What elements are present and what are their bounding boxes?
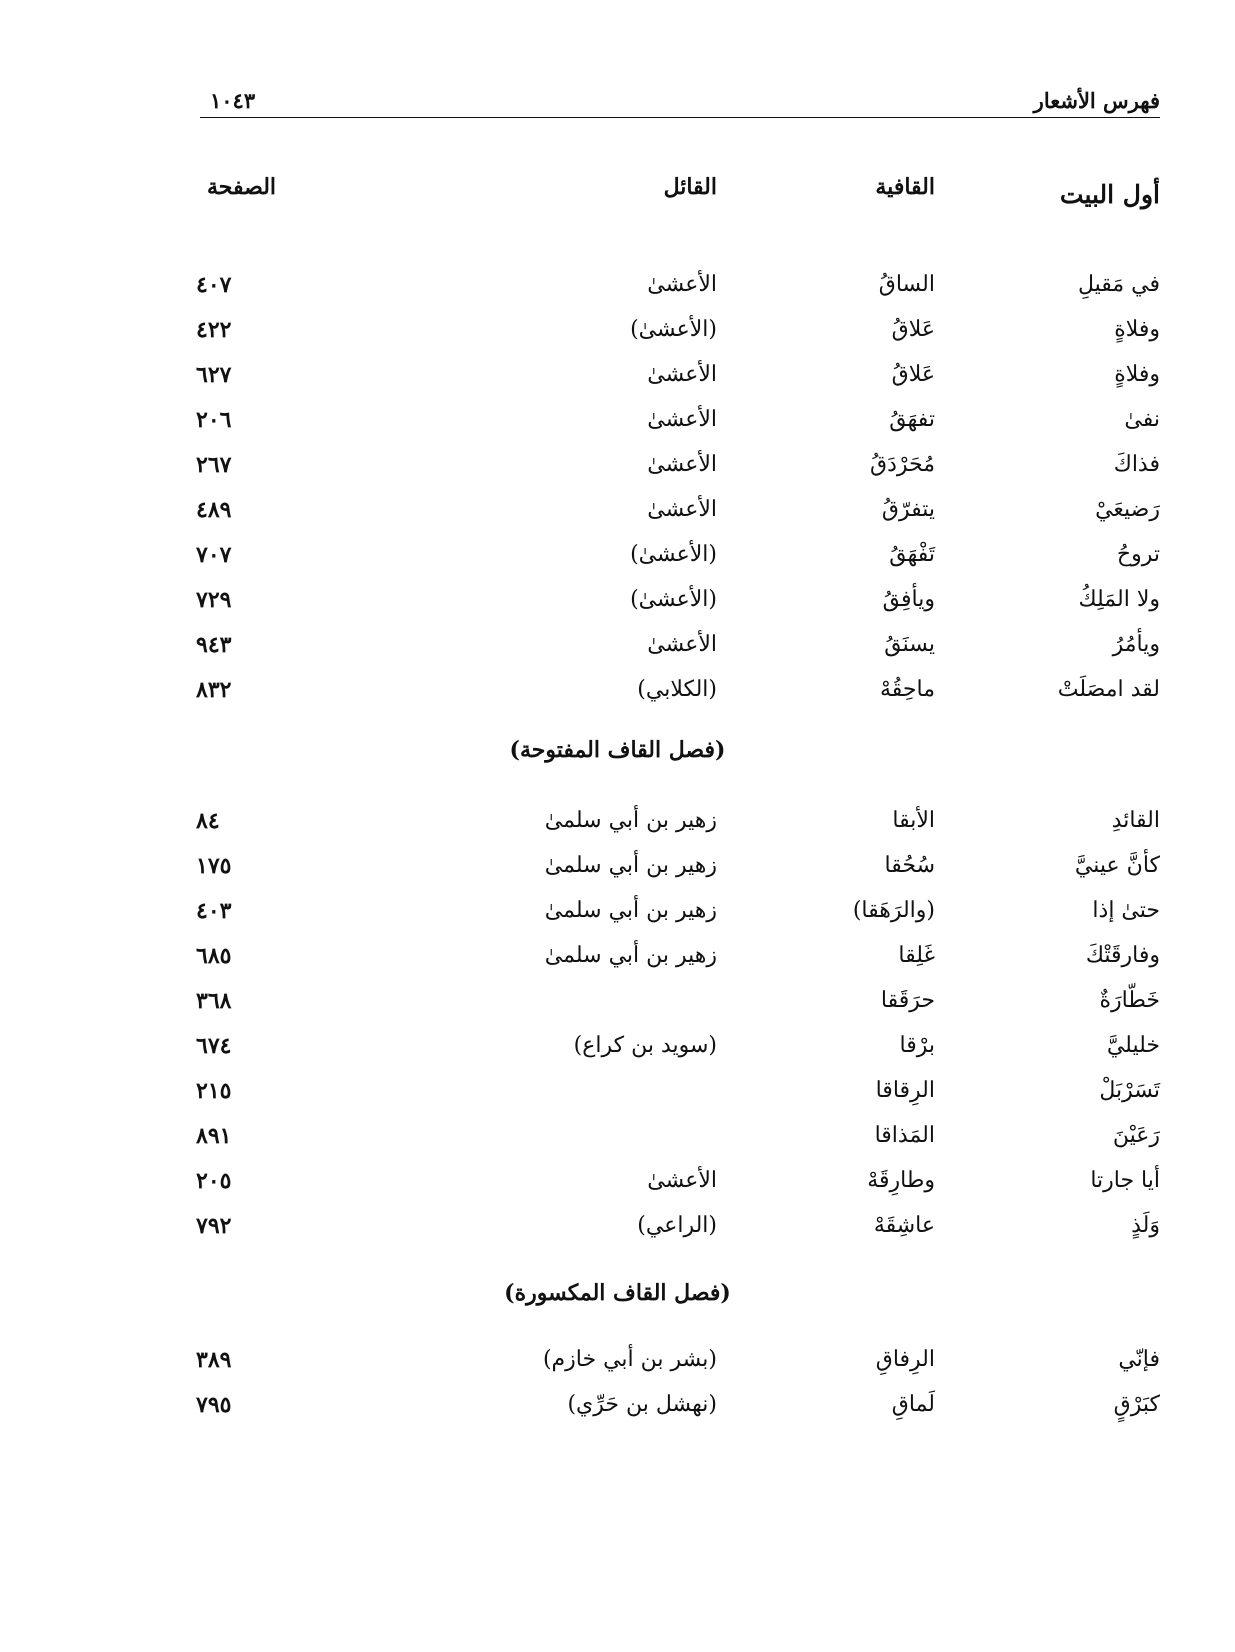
table-row <box>0 487 1235 533</box>
table-row <box>0 532 1235 578</box>
page-ref: ١٧٥ <box>196 853 232 879</box>
verse-start: رَضيعَيْ <box>1095 497 1160 522</box>
rhyme: برْقا <box>899 1033 935 1058</box>
rhyme: يسنَقُ <box>884 632 935 657</box>
rhyme: (والرَهَقا) <box>852 898 935 923</box>
table-row <box>0 1023 1235 1069</box>
page-ref: ٤٠٧ <box>196 272 232 298</box>
table-row <box>0 1337 1235 1383</box>
poet: زهير بن أبي سلمىٰ <box>544 898 717 923</box>
table-row <box>0 1203 1235 1249</box>
page-ref: ٢١٥ <box>196 1078 232 1104</box>
page-ref: ٤٢٢ <box>196 317 232 343</box>
verse-start: خَطّارَةٌ <box>1099 988 1160 1013</box>
verse-start: رَعَيْنَ <box>1112 1123 1160 1148</box>
rhyme: غَلِقا <box>898 943 935 968</box>
table-row <box>0 933 1235 979</box>
rhyme: ماحِقُهْ <box>879 677 935 702</box>
rhyme: المَذاقا <box>874 1123 935 1148</box>
rhyme: لَماقِ <box>891 1392 935 1417</box>
page-number: ١٠٤٣ <box>210 88 256 113</box>
verse-start: أيا جارتا <box>1090 1168 1160 1193</box>
page-ref: ٧٩٢ <box>196 1213 232 1239</box>
rhyme: يتفرّقُ <box>881 497 935 522</box>
running-head <box>200 88 1160 118</box>
running-head-title: فهرس الأشعار <box>1033 88 1160 113</box>
page-ref: ٢٦٧ <box>196 452 232 478</box>
poet: الأعشىٰ <box>647 452 717 477</box>
verse-start: كأنَّ عينيَّ <box>1074 853 1160 878</box>
verse-start: وَلَذٍ <box>1131 1213 1160 1238</box>
rhyme: تفهَقُ <box>889 407 935 432</box>
verse-start: حتىٰ إذا <box>1092 898 1160 923</box>
verse-start: كبَرْقٍ <box>1113 1392 1160 1417</box>
table-row <box>0 843 1235 889</box>
page-ref: ٩٤٣ <box>196 632 232 658</box>
table-row <box>0 397 1235 443</box>
page-ref: ٤٠٣ <box>196 898 232 924</box>
table-row <box>0 888 1235 934</box>
rhyme: الأبقا <box>892 808 935 833</box>
table-row <box>0 667 1235 713</box>
poet: (الأعشىٰ) <box>630 542 717 567</box>
rhyme: وطارِقَهْ <box>867 1168 935 1193</box>
page-ref: ٧٠٧ <box>196 542 232 568</box>
table-row <box>0 978 1235 1024</box>
table-row <box>0 307 1235 353</box>
col-header-poet: القائل <box>663 174 717 200</box>
header-rule <box>200 117 1160 118</box>
verse-start: وفلاةٍ <box>1114 317 1160 342</box>
verse-start: فذاكَ <box>1113 452 1160 477</box>
verse-start: ولا المَلِكُ <box>1078 587 1160 612</box>
verse-start: في مَقيلِ <box>1077 272 1160 297</box>
page-ref: ٦٨٥ <box>196 943 232 969</box>
poet: الأعشىٰ <box>647 632 717 657</box>
table-row <box>0 1158 1235 1204</box>
table-row <box>0 352 1235 398</box>
col-header-page: الصفحة <box>207 174 277 200</box>
poet: (الأعشىٰ) <box>630 587 717 612</box>
poet: (الكلابي) <box>637 677 717 702</box>
poet: (نهشل بن حَرِّي) <box>567 1392 717 1417</box>
column-headers <box>0 164 1235 210</box>
page-ref: ٢٠٦ <box>196 407 232 433</box>
rhyme: الساقُ <box>878 272 935 297</box>
verse-start: تَسَرْبَلْ <box>1099 1078 1160 1103</box>
page-ref: ٨٩١ <box>196 1123 232 1149</box>
poet: الأعشىٰ <box>647 272 717 297</box>
table-row <box>0 1113 1235 1159</box>
table-row <box>0 1382 1235 1428</box>
page-ref: ٣٦٨ <box>196 988 232 1014</box>
page-ref: ٢٠٥ <box>196 1168 232 1194</box>
page-ref: ٦٢٧ <box>196 362 232 388</box>
poet: زهير بن أبي سلمىٰ <box>544 808 717 833</box>
rhyme: الرِقاقا <box>875 1078 935 1103</box>
rhyme: عاشِقَهْ <box>873 1213 935 1238</box>
table-row <box>0 262 1235 308</box>
table-row <box>0 577 1235 623</box>
poet: الأعشىٰ <box>647 497 717 522</box>
page-ref: ٤٨٩ <box>196 497 232 523</box>
col-header-verse-start: أول البيت <box>1059 180 1160 209</box>
poet: الأعشىٰ <box>647 407 717 432</box>
poet: (سويد بن كراع) <box>573 1033 717 1058</box>
verse-start: تروحُ <box>1116 542 1160 567</box>
verse-start: ويأمُرُ <box>1112 632 1160 657</box>
rhyme: سُحُقا <box>884 853 935 878</box>
section-heading: (فصل القاف المكسورة) <box>504 1280 731 1306</box>
table-row <box>0 622 1235 668</box>
verse-start: وفلاةٍ <box>1114 362 1160 387</box>
verse-start: خليليَّ <box>1106 1033 1160 1058</box>
poet: الأعشىٰ <box>647 362 717 387</box>
page-ref: ٧٩٥ <box>196 1392 232 1418</box>
rhyme: عَلاقُ <box>891 362 935 387</box>
verse-start: القائدِ <box>1111 808 1160 833</box>
col-header-rhyme: القافية <box>875 174 935 200</box>
poet: (الراعي) <box>637 1213 717 1238</box>
verse-start: فإنّي <box>1118 1347 1160 1372</box>
rhyme: حرَقَقا <box>880 988 935 1013</box>
section-heading: (فصل القاف المفتوحة) <box>509 737 726 763</box>
table-row <box>0 442 1235 488</box>
verse-start: لقد امصَلَتْ <box>1057 677 1160 702</box>
page-ref: ٦٧٤ <box>196 1033 232 1059</box>
rhyme: تَفْهَقُ <box>889 542 935 567</box>
poet: زهير بن أبي سلمىٰ <box>544 853 717 878</box>
poet: (الأعشىٰ) <box>630 317 717 342</box>
table-row <box>0 1068 1235 1114</box>
page-ref: ٣٨٩ <box>196 1347 232 1373</box>
poet: الأعشىٰ <box>647 1168 717 1193</box>
rhyme: مُحَرْدَقُ <box>870 452 935 477</box>
rhyme: الرِفاقِ <box>875 1347 935 1372</box>
rhyme: ويأفِقُ <box>882 587 935 612</box>
page-ref: ٨٣٢ <box>196 677 232 703</box>
verse-start: وفارقَتْكَ <box>1085 943 1160 968</box>
poet: زهير بن أبي سلمىٰ <box>544 943 717 968</box>
poet: (بشر بن أبي خازم) <box>542 1347 717 1372</box>
page-ref: ٨٤ <box>196 808 220 834</box>
verse-start: نفىٰ <box>1124 407 1160 432</box>
table-row <box>0 798 1235 844</box>
rhyme: عَلاقُ <box>891 317 935 342</box>
page-ref: ٧٢٩ <box>196 587 232 613</box>
